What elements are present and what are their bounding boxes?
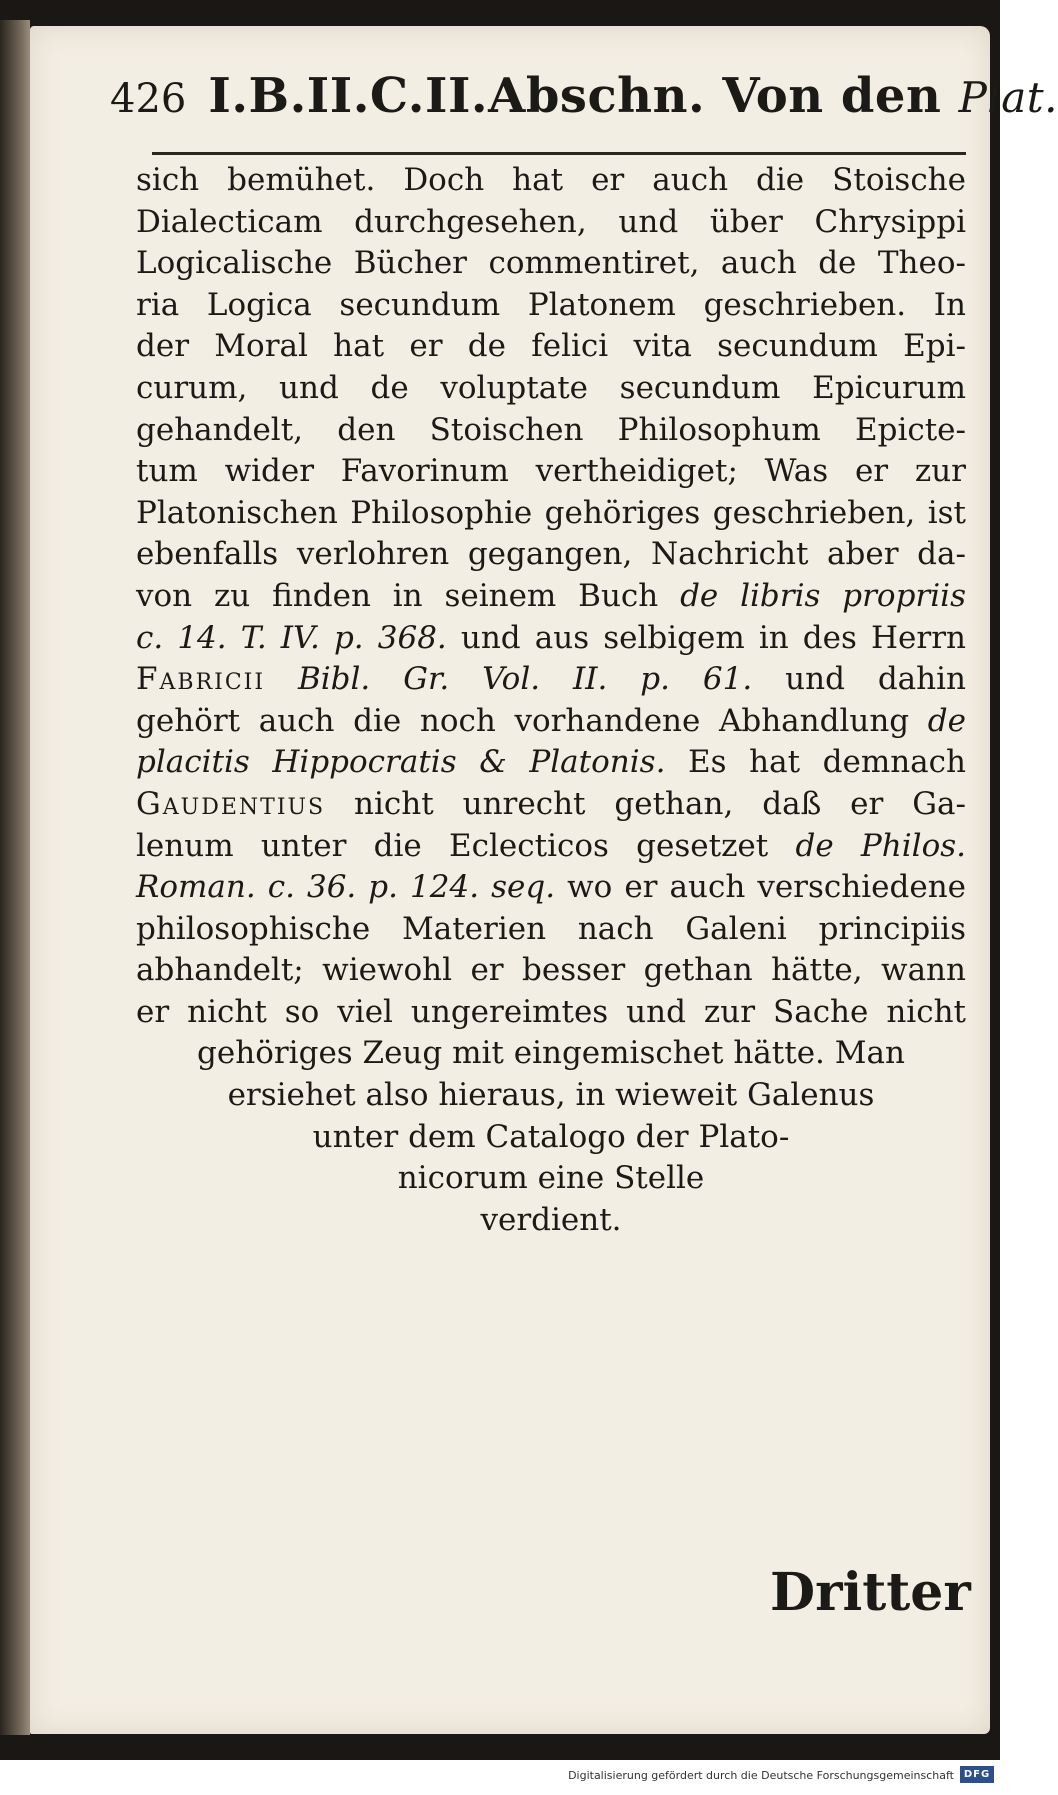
page-number: 426 [110,76,187,122]
text-segment: Es hat demnach [665,744,966,781]
text-segment: abhandelt; wiewohl er besser gethan hätte, wann [136,952,966,989]
text-segment: gehandelt, den Stoischen Philosophum Epicte- [136,411,966,448]
text-segment: und aus selbigem in des Herrn [446,619,966,656]
footer-credit: Digitalisierung gefördert durch die Deutsche Forschungsgemeinschaft [568,1769,954,1782]
italic-text: de [927,702,966,739]
italic-text: de libris propriis [680,577,966,614]
text-segment: Platonischen Philosophie gehöriges geschrieben, ist [136,494,966,531]
italic-text: Roman. c. 36. p. 124. seq. [136,869,556,906]
text-segment: nicht unrecht gethan, daß er Ga- [325,785,966,822]
running-head-italic: Plat. [958,73,1058,122]
text-line [136,909,966,951]
text-line [136,410,966,452]
text-segment: ria Logica secundum Platonem geschrieben. In [136,286,966,323]
text-segment: Logicalische Bücher commentiret, auch de Theo- [136,245,966,282]
italic-text: placitis Hippocratis & Platonis. [136,744,666,781]
text-line [136,867,966,909]
text-segment: philosophische Materien nach Galeni principiis [136,910,966,947]
text-line [136,826,966,868]
catchword: Dritter [770,1562,971,1623]
body-text [136,160,966,1241]
text-line [136,1033,966,1075]
text-segment: sich bemühet. Doch hat er auch die Stoische [136,162,966,198]
text-line [136,160,966,202]
text-line [136,285,966,327]
text-segment [265,661,298,697]
text-segment: gehöriges Zeug mit eingemischet hätte. Man [197,1035,905,1072]
text-line [136,493,966,535]
text-line [136,368,966,410]
text-line [136,1075,966,1117]
text-line [136,534,966,576]
text-line [136,576,966,618]
italic-text: de Philos. [795,827,966,864]
text-segment: curum, und de voluptate secundum Epicurum [136,369,966,406]
text-segment: der Moral hat er de felici vita secundum Epi- [136,328,966,365]
text-line [136,659,966,701]
text-segment: nicorum eine Stelle [397,1160,705,1197]
text-line [136,243,966,285]
text-segment: von zu finden in seinem Buch [136,577,681,614]
running-head-title [208,68,1058,124]
text-segment: wo er auch verschiedene [555,869,966,906]
italic-text: Bibl. Gr. Vol. II. p. 61. [297,661,753,698]
text-segment: unter dem Catalogo der Plato- [312,1118,790,1155]
text-line [136,1117,966,1159]
text-segment: lenum unter die Eclecticos gesetzet [136,827,796,864]
text-segment: ersiehet also hieraus, in wieweit Galenus [227,1077,875,1114]
text-line [136,618,966,660]
text-segment: und dahin [752,661,966,698]
text-line [136,1200,966,1242]
small-caps-name: Fabricii [136,661,266,698]
text-segment: er nicht so viel ungereimtes und zur Sache nicht [136,993,966,1030]
running-head [110,68,1058,144]
text-segment: ebenfalls verlohren gegangen, Nachricht aber da- [136,536,966,573]
head-rule [152,152,966,155]
text-line [136,701,966,743]
text-segment: verdient. [480,1201,622,1238]
text-line [136,992,966,1034]
small-caps-name: Gaudentius [136,785,326,822]
text-line [136,202,966,244]
book-spine-edge [0,20,30,1735]
text-line [136,950,966,992]
dfg-logo: DFG [960,1766,994,1783]
text-segment: gehört auch die noch vorhandene Abhandlung [136,702,928,739]
italic-text: c. 14. T. IV. p. 368. [136,619,447,656]
text-segment: Dialecticam durchgesehen, und über Chrysippi [136,203,966,240]
text-line [136,742,966,784]
text-segment: tum wider Favorinum vertheidiget; Was er zur [136,453,966,490]
text-line [136,326,966,368]
text-line [136,784,966,826]
text-line [136,1158,966,1200]
text-line [136,451,966,493]
running-head-text: I.B.II.C.II.Abschn. Von den [208,68,942,124]
